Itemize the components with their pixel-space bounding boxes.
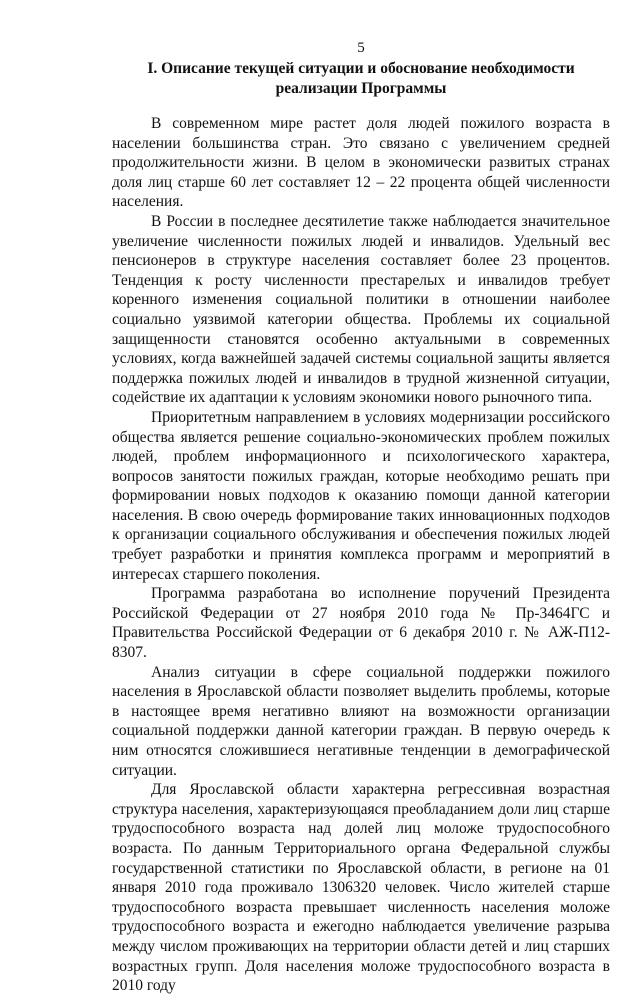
section-heading-line-1: I. Описание текущей ситуации и обоснование необходимости bbox=[147, 60, 575, 77]
paragraph-3: Приоритетным направлением в условиях модернизации российского общества является решение социально-экономических проблем пожилых людей, проблем информационного и психологического характера, вопросов занятости пожилых граждан, которые необходимо решать при формировании новых подходов к оказанию помощи данной категории населения. В свою очередь формирование таких инновационных подходов к организации социального обслуживания и обеспечения пожилых людей требует разработки и принятия комплекса программ и мероприятий в интересах старшего поколения. bbox=[112, 408, 610, 583]
paragraph-2: В России в последнее десятилетие также наблюдается значительное увеличение численности пожилых людей и инвалидов. Удельный вес пенсионеров в структуре населения составляет более 23 процентов. Тенденция к росту численности престарелых и инвалидов требует коренного изменения социальной политики в отношении наиболее социально уязвимой категории общества. Проблемы их социальной защищенности становятся особенно актуальными в современных условиях, когда важнейшей задачей системы социальной защиты является поддержка пожилых людей и инвалидов в трудной жизненной ситуации, содействие их адаптации к условиям экономики нового рыночного типа. bbox=[112, 212, 610, 407]
section-heading-line-2: реализации Программы bbox=[275, 79, 447, 97]
paragraph-6: Для Ярославской области характерна регрессивная возрастная структура населения, характеризующаяся преобладанием доли лиц старше трудоспособного возраста над долей лиц моложе трудоспособного возраста. По данным Территориального органа Федеральной службы государственной статистики по Ярославской области, в регионе на 01 января 2010 года проживало 1306320 человек. Число жителей старше трудоспособного возраста превышает численность населения моложе трудоспособного возраста и ежегодно наблюдается увеличение разрыва между числом проживающих на территории области детей и лиц старших возрастных групп. Доля населения моложе трудоспособного возраста в 2010 году bbox=[112, 781, 610, 995]
paragraph-5: Анализ ситуации в сфере социальной поддержки пожилого населения в Ярославской области позволяет выделить проблемы, которые в настоящее время негативно влияют на возможности организации социальной поддержки данной категории граждан. В первую очередь к ним относятся сложившиеся негативные тенденции в демографической ситуации. bbox=[112, 663, 610, 779]
page-number: 5 bbox=[357, 40, 365, 56]
paragraph-1: В современном мире растет доля людей пожилого возраста в населении большинства стран. Это связано с увеличением средней продолжительности жизни. В целом в экономически развитых странах доля лиц старше 60 лет составляет 12 – 22 процента общей численности населения. bbox=[112, 115, 610, 211]
section-heading bbox=[112, 59, 610, 98]
document-body bbox=[112, 114, 610, 996]
paragraph-4: Программа разработана во исполнение поручений Президента Российской Федерации от 27 ноября 2010 года № Пр-3464ГС и Правительства Российской Федерации от 6 декабря 2010 г. № АЖ-П12- 8307. bbox=[112, 585, 610, 662]
